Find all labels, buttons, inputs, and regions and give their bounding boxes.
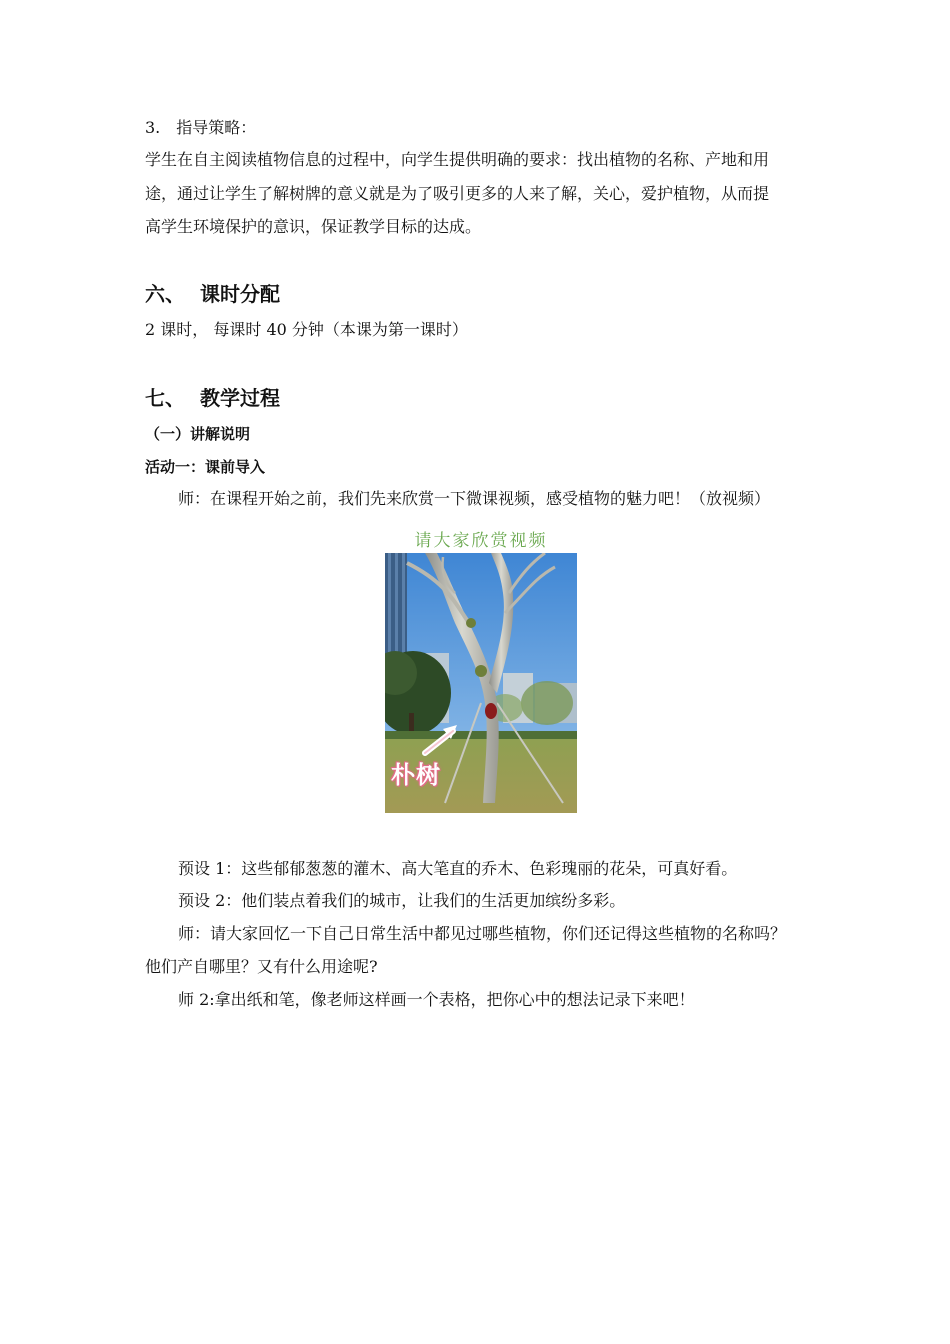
section-7-heading <box>145 386 280 410</box>
section-6-body: 2 课时， 每课时 40 分钟（本课为第一课时） <box>145 320 468 339</box>
strategy-title: 3. 指导策略： <box>145 118 257 137</box>
activity-title: 活动一：课前导入 <box>145 458 266 476</box>
section-6-heading <box>145 282 280 306</box>
section-6-number: 六、 <box>145 282 185 306</box>
strategy-line-1: 学生在自主阅读植物信息的过程中，向学生提供明确的要求：找出植物的名称、产地和用 <box>145 150 770 169</box>
teacher-intro: 师：在课程开始之前，我们先来欣赏一下微课视频，感受植物的魅力吧！（放视频） <box>178 489 771 508</box>
teacher-question-line-2: 他们产自哪里？又有什么用途呢? <box>145 957 378 976</box>
preset-2: 预设 2：他们装点着我们的城市，让我们的生活更加缤纷多彩。 <box>178 891 626 910</box>
teacher-question-line-1: 师：请大家回忆一下自己日常生活中都见过哪些植物，你们还记得这些植物的名称吗？ <box>178 924 787 943</box>
teacher-2-instruction: 师 2:拿出纸和笔，像老师这样画一个表格，把你心中的想法记录下来吧！ <box>178 990 695 1009</box>
section-7-number: 七、 <box>145 386 185 410</box>
preset-1: 预设 1：这些郁郁葱葱的灌木、高大笔直的乔木、色彩瑰丽的花朵，可真好看。 <box>178 859 738 878</box>
strategy-line-2: 途，通过让学生了解树牌的意义就是为了吸引更多的人来了解，关心，爱护植物，从而提 <box>145 184 770 203</box>
strategy-line-3: 高学生环境保护的意识，保证教学目标的达成。 <box>145 217 482 236</box>
video-thumbnail[interactable] <box>385 553 577 813</box>
section-7-title: 教学过程 <box>200 386 280 410</box>
subheading-explanation: （一）讲解说明 <box>145 425 251 443</box>
video-caption: 请大家欣赏视频 <box>414 531 548 551</box>
section-6-title: 课时分配 <box>200 282 280 306</box>
tree-name-label: 朴树 <box>391 761 441 789</box>
